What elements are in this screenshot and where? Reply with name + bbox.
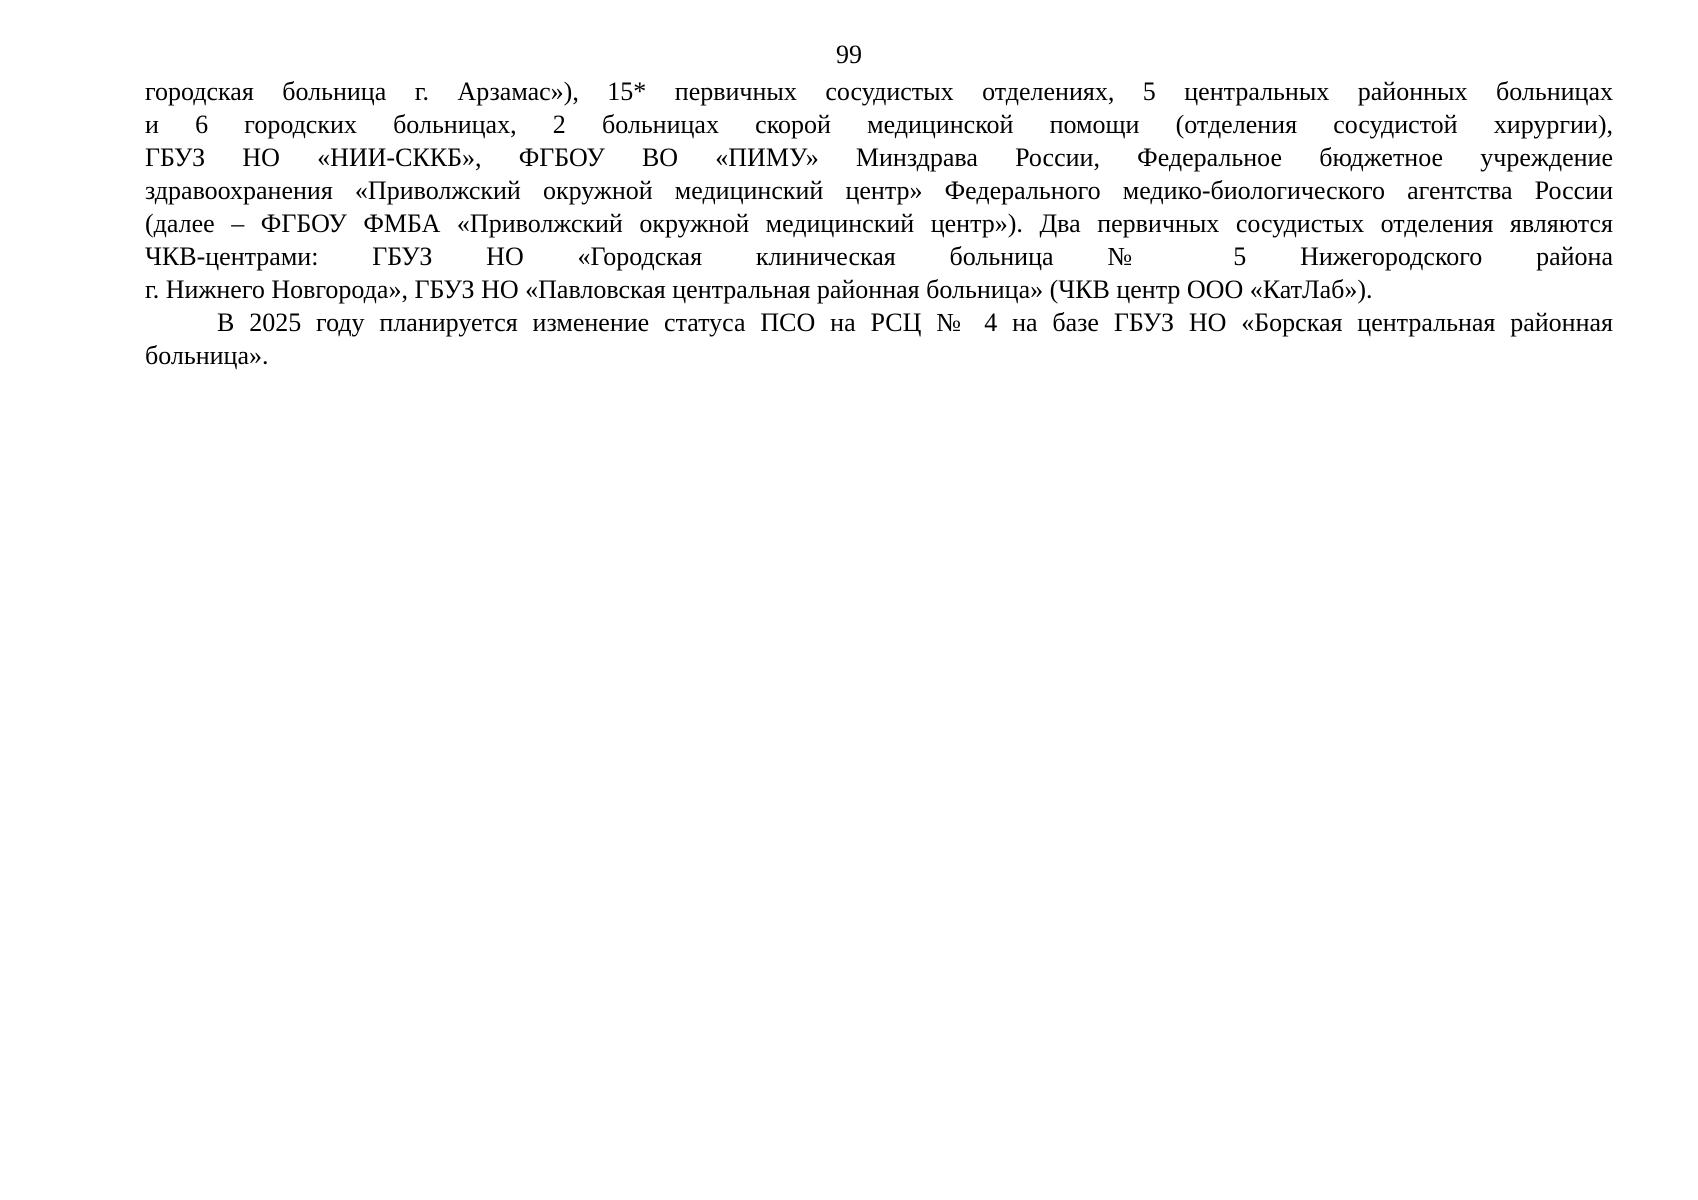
paragraph-1 bbox=[145, 75, 1613, 306]
text-line: г. Нижнего Новгорода», ГБУЗ НО «Павловская центральная районная больница» (ЧКВ центр ООО «КатЛаб»). bbox=[145, 275, 1373, 304]
text-line: ЧКВ-центрами: ГБУЗ НО «Городская клиническая больница № 5 Нижегородского района bbox=[145, 242, 1613, 271]
body-text bbox=[145, 75, 1613, 372]
text-line: (далее – ФГБОУ ФМБА «Приволжский окружной медицинский центр»). Два первичных сосудистых отделения являются bbox=[145, 209, 1613, 238]
text-line: городская больница г. Арзамас»), 15* первичных сосудистых отделениях, 5 центральных районных больницах bbox=[145, 77, 1613, 106]
text-line: здравоохранения «Приволжский окружной медицинский центр» Федерального медико-биологического агентства России bbox=[145, 176, 1613, 205]
text-line: больница». bbox=[145, 341, 269, 370]
text-line: ГБУЗ НО «НИИ-СККБ», ФГБОУ ВО «ПИМУ» Минздрава России, Федеральное бюджетное учреждение bbox=[145, 143, 1613, 172]
text-line: и 6 городских больницах, 2 больницах скорой медицинской помощи (отделения сосудистой хирургии), bbox=[145, 110, 1613, 139]
paragraph-2 bbox=[145, 306, 1613, 372]
page-number: 99 bbox=[836, 40, 862, 69]
text-line: В 2025 году планируется изменение статуса ПСО на РСЦ № 4 на базе ГБУЗ НО «Борская центральная районная bbox=[217, 308, 1613, 337]
